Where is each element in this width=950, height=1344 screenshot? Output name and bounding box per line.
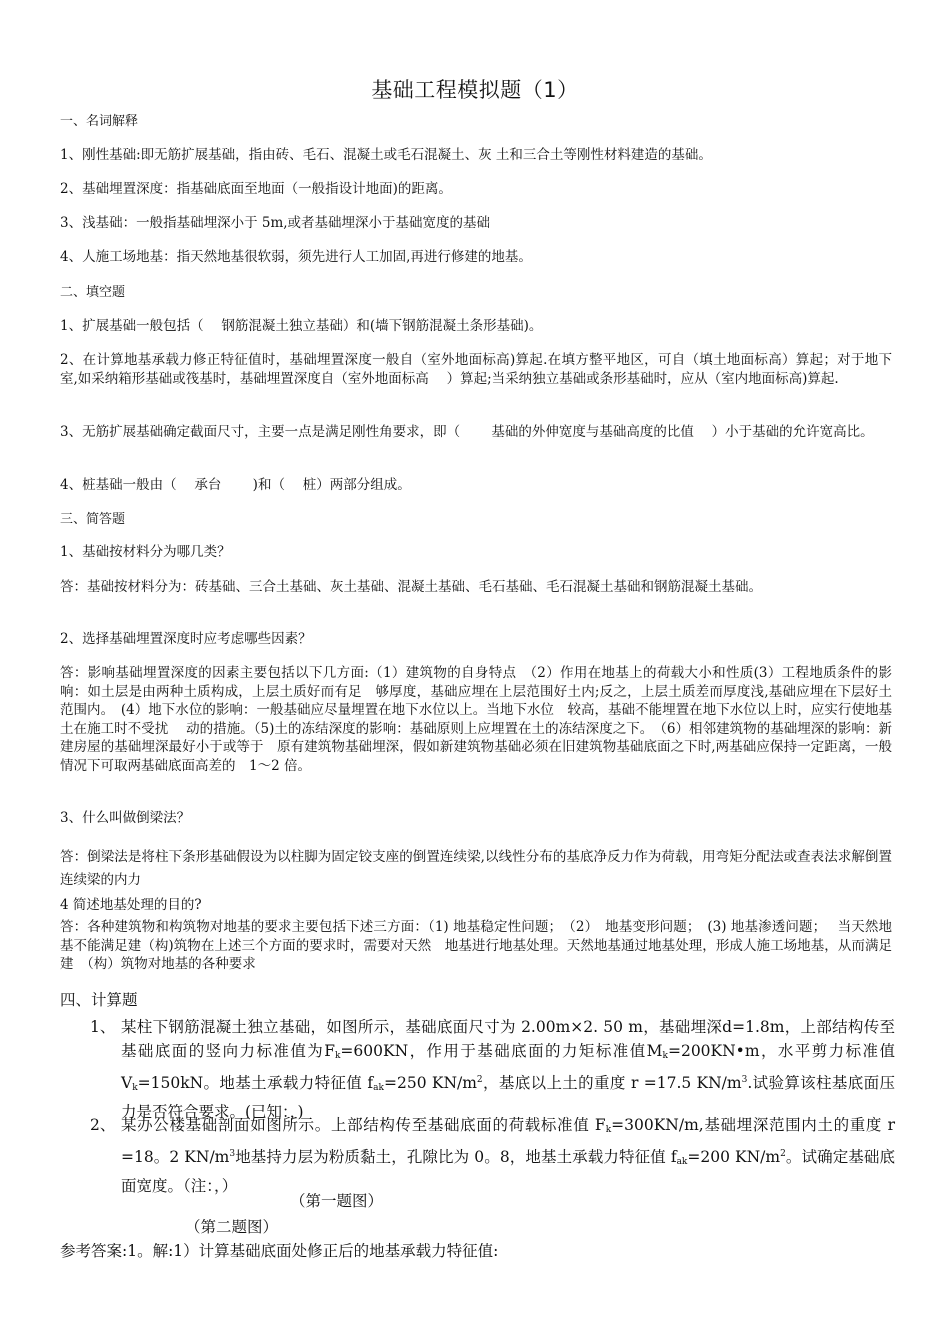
- fill-blank-item: 1、扩展基础一般包括（ 钢筋混凝土独立基础）和(墙下钢筋混凝土条形基础)。: [60, 318, 543, 334]
- subscript: k: [662, 1051, 668, 1061]
- problem-text-part: 某柱下钢筋混凝土独立基础，如图所示，基础底面尺寸为 2.00m×2. 50 m，基础埋深d=1.8m，上部结构传至基础底面的竖向力标准值为F: [121, 1018, 895, 1060]
- definition-item: 2、基础埋置深度：指基础底面至地面（一般指设计地面)的距离。: [60, 181, 452, 197]
- problem-text-part: 地基持力层为粉质黏土，孔隙比为 0。8，地基土承载力特征值 f: [235, 1148, 677, 1166]
- answer: 答：各种建筑物和构筑物对地基的要求主要包括下述三方面：（1) 地基稳定性问题； （2） 地基变形问题； (3) 地基渗透问题； 当天然地基不能满足建（构)筑物在上述三个方面的要求时，需要对天然 地基进行地基处理。天然地基通过地基处理，形成人施工场地基，从而满足建 （构）筑物对地基的各种要求: [60, 919, 892, 972]
- problem-text-part: =200 KN/m: [687, 1148, 781, 1166]
- definition-item: 3、浅基础：一般指基础埋深小于 5m,或者基础埋深小于基础宽度的基础: [60, 215, 491, 231]
- problem-number: 2、: [90, 1116, 116, 1134]
- problem-text-part: =250 KN/m: [384, 1074, 477, 1092]
- answer: 答：基础按材料分为：砖基础、三合土基础、灰土基础、混凝土基础、毛石基础、毛石混凝土基础和钢筋混凝土基础。: [60, 579, 762, 595]
- subscript: ak: [373, 1083, 384, 1093]
- section-heading-calculation: 四、计算题: [60, 991, 138, 1009]
- superscript: 3: [229, 1149, 236, 1159]
- subscript: k: [334, 1051, 341, 1061]
- problem-text: [121, 1113, 895, 1198]
- problem-text-part: =300KN/m,基础埋深范围内土的重度 r =18。2 KN/m: [121, 1116, 896, 1166]
- question: 4 简述地基处理的目的?: [60, 897, 202, 913]
- question: 2、选择基础埋置深度时应考虑哪些因素？: [60, 631, 312, 647]
- question: 1、基础按材料分为哪几类？: [60, 544, 231, 560]
- section-heading-short-answer: 三、简答题: [60, 512, 126, 527]
- figure-caption-2: （第二题图）: [185, 1218, 279, 1236]
- subscript: ak: [676, 1157, 688, 1167]
- reference-answer: 参考答案:1。解:1）计算基础底面处修正后的地基承载力特征值:: [60, 1242, 499, 1260]
- problem-text-part: ，基底以上土的重度 r =17.5 KN/m: [482, 1074, 742, 1092]
- definition-item: 4、人施工场地基：指天然地基很软弱，须先进行人工加固,再进行修建的地基。: [60, 249, 532, 265]
- subscript: k: [605, 1125, 612, 1135]
- section-heading-fill-blanks: 二、填空题: [60, 285, 126, 300]
- problem-text-part: =150kN。地基土承载力特征值 f: [137, 1074, 374, 1092]
- problem-text-part: =600KN，作用于基础底面的力矩标准值M: [340, 1042, 663, 1060]
- figure-caption-1: （第一题图）: [290, 1192, 384, 1210]
- problem-text-part: .试验算该柱基底面压力是否符合要求。(已知：，): [121, 1074, 895, 1121]
- problem-text-part: 。试确定基础底面宽度。（注：，）: [121, 1148, 896, 1195]
- fill-blank-item: 2、在计算地基承载力修正特征值时，基础埋置深度一般自（室外地面标高)算起.在填方整平地区，可自（填土地面标高）算起；对于地下室,如采纳箱形基础或筏基时，基础埋置深度自（室外地面标高 ）算起;当采纳独立基础或条形基础时，应从（室内地面标高)算起.: [60, 352, 892, 387]
- problem-number: 1、: [90, 1018, 116, 1036]
- superscript: 2: [476, 1075, 483, 1085]
- document-title: 基础工程模拟题（1）: [371, 78, 579, 102]
- fill-blank-item: 3、无筋扩展基础确定截面尺寸，主要一点是满足刚性角要求，即（ 基础的外伸宽度与基础高度的比值 ）小于基础的允许宽高比。: [60, 424, 874, 440]
- calc-problem-2: [90, 1113, 895, 1198]
- definition-item: 1、刚性基础:即无筋扩展基础，指由砖、毛石、混凝土或毛石混凝土、灰 土和三合土等刚性材料建造的基础。: [60, 147, 712, 163]
- answer: 答：影响基础埋置深度的因素主要包括以下几方面:（1）建筑物的自身特点 （2）作用在地基上的荷载大小和性质(3）工程地质条件的影响：如土层是由两种土质构成，上层土质好而有足 够厚度，基础应埋在上层范围好土内;反之，上层土质差而厚度浅,基础应埋在下层好土范围内。 (4）地下水位的影响：一般基础应尽量埋置在地下水位以上。当地下水位 较高，基础不能埋置在地下水位以上时，应实行使地基土在施工时不受扰 动的措施。（5)土的冻结深度的影响：基础原则上应埋置在土的冻结深度之下。 （6）相邻建筑物的基础埋深的影响：新建房屋的基础埋深最好小于或等于 原有建筑物基础埋深，假如新建筑物基础必须在旧建筑物基础底面之下时,两基础应保持一定距离，一般情况下可取两基础底面高差的 1～2 倍。: [60, 665, 892, 774]
- calc-problem-1: [90, 1015, 895, 1124]
- subscript: k: [132, 1083, 138, 1093]
- problem-text-part: =200KN•m，水平剪力标准值 V: [121, 1042, 895, 1092]
- problem-text-part: 某办公楼基础剖面如图所示。上部结构传至基础底面的荷载标准值 F: [121, 1116, 606, 1134]
- fill-blank-item: 4、桩基础一般由（ 承台 )和（ 桩）两部分组成。: [60, 477, 411, 493]
- section-heading-definitions: 一、名词解释: [60, 114, 139, 129]
- question: 3、什么叫做倒梁法？: [60, 810, 191, 826]
- problem-text: [121, 1015, 895, 1124]
- superscript: 3: [741, 1075, 748, 1085]
- superscript: 2: [780, 1149, 786, 1159]
- answer: 答：倒梁法是将柱下条形基础假设为以柱脚为固定铰支座的倒置连续梁,以线性分布的基底净反力作为荷载，用弯矩分配法或查表法求解倒置连续梁的内力: [60, 849, 892, 888]
